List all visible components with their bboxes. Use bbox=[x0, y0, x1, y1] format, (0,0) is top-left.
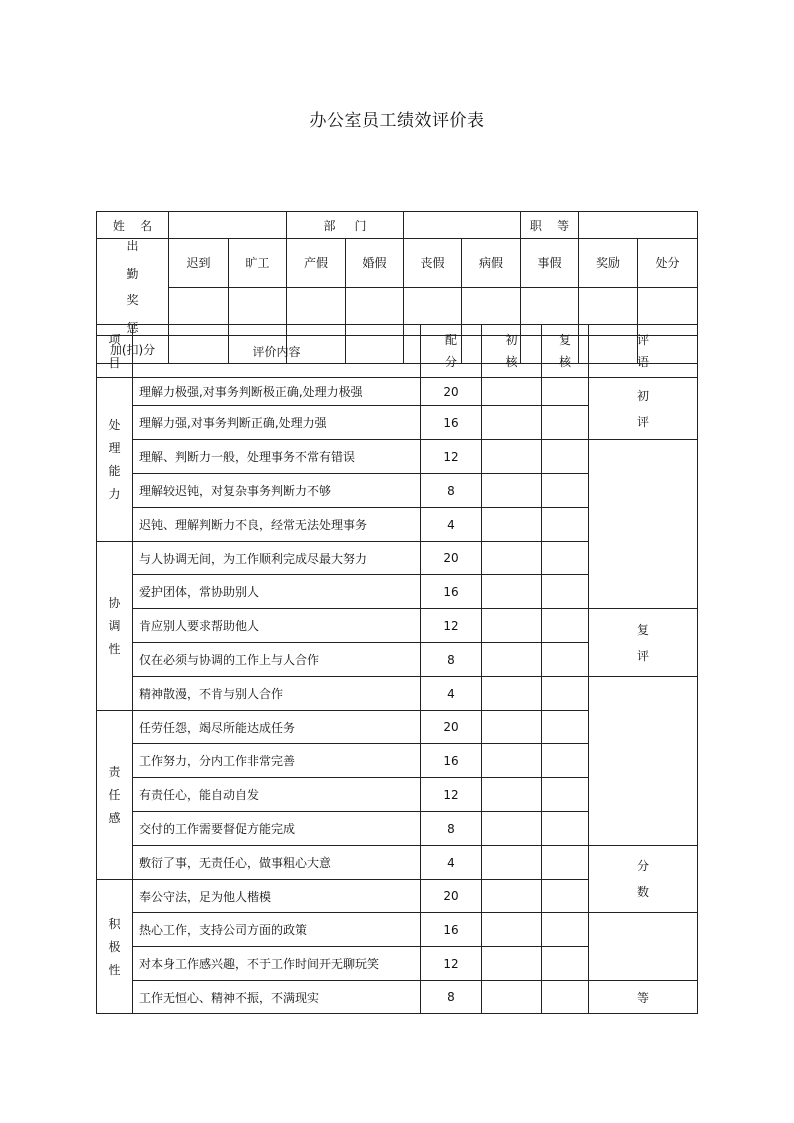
first-review-cell[interactable] bbox=[482, 677, 542, 711]
second-review-cell[interactable] bbox=[542, 575, 589, 609]
dept-field[interactable] bbox=[404, 212, 521, 239]
criterion-text: 与人协调无间，为工作顺利完成尽最大努力 bbox=[133, 542, 421, 575]
col-absent: 旷工 bbox=[229, 239, 287, 288]
criterion-score: 16 bbox=[421, 913, 482, 947]
first-review-cell[interactable] bbox=[482, 508, 542, 542]
col-reward: 奖励 bbox=[579, 239, 638, 288]
criterion-text: 工作无恒心、精神不振，不满现实 bbox=[133, 981, 421, 1014]
page-title: 办公室员工绩效评价表 bbox=[309, 111, 485, 131]
first-comment-area[interactable] bbox=[589, 440, 698, 609]
col-late: 迟到 bbox=[169, 239, 229, 288]
first-review-cell[interactable] bbox=[482, 378, 542, 406]
criterion-text: 精神散漫，不肯与别人合作 bbox=[133, 677, 421, 711]
col-sick: 病假 bbox=[462, 239, 521, 288]
adjust-label: 加(扣)分 bbox=[97, 336, 169, 364]
second-review-cell[interactable] bbox=[542, 440, 589, 474]
second-review-cell[interactable] bbox=[542, 778, 589, 812]
second-review-cell[interactable] bbox=[542, 913, 589, 947]
category-coordination: 协 调 性 bbox=[97, 542, 133, 711]
second-review-cell[interactable] bbox=[542, 677, 589, 711]
criterion-text: 理解较迟钝，对复杂事务判断力不够 bbox=[133, 474, 421, 508]
criterion-score: 20 bbox=[421, 542, 482, 575]
first-review-cell[interactable] bbox=[482, 406, 542, 440]
criterion-score: 12 bbox=[421, 440, 482, 474]
second-comment-area[interactable] bbox=[589, 677, 698, 846]
criterion-score: 8 bbox=[421, 643, 482, 677]
item-header: 项 目 bbox=[97, 325, 133, 378]
criterion-score: 16 bbox=[421, 744, 482, 778]
first-review-cell[interactable] bbox=[482, 711, 542, 744]
criterion-text: 仅在必须与协调的工作上与人合作 bbox=[133, 643, 421, 677]
first-review-cell[interactable] bbox=[482, 474, 542, 508]
second-review-header: 复 核 bbox=[542, 325, 589, 378]
criterion-text: 交付的工作需要督促方能完成 bbox=[133, 812, 421, 846]
first-review-cell[interactable] bbox=[482, 981, 542, 1014]
criterion-score: 16 bbox=[421, 575, 482, 609]
second-review-cell[interactable] bbox=[542, 812, 589, 846]
first-review-cell[interactable] bbox=[482, 947, 542, 981]
dept-label: 部 门 bbox=[287, 212, 404, 239]
criterion-score: 8 bbox=[421, 474, 482, 508]
col-personal: 事假 bbox=[521, 239, 579, 288]
second-review-cell[interactable] bbox=[542, 846, 589, 880]
criterion-score: 8 bbox=[421, 812, 482, 846]
criterion-text: 任劳任怨，竭尽所能达成任务 bbox=[133, 711, 421, 744]
second-review-cell[interactable] bbox=[542, 711, 589, 744]
name-label: 姓 名 bbox=[97, 212, 169, 239]
criterion-score: 8 bbox=[421, 981, 482, 1014]
criterion-text: 爱护团体，常协助别人 bbox=[133, 575, 421, 609]
criterion-text: 奉公守法，足为他人楷模 bbox=[133, 880, 421, 913]
criterion-score: 20 bbox=[421, 880, 482, 913]
criterion-score: 4 bbox=[421, 677, 482, 711]
first-review-cell[interactable] bbox=[482, 744, 542, 778]
second-review-cell[interactable] bbox=[542, 378, 589, 406]
criterion-score: 16 bbox=[421, 406, 482, 440]
criterion-score: 20 bbox=[421, 711, 482, 744]
comment-header: 评 语 bbox=[589, 325, 698, 378]
first-review-cell[interactable] bbox=[482, 575, 542, 609]
criterion-score: 12 bbox=[421, 609, 482, 643]
criterion-score: 4 bbox=[421, 508, 482, 542]
criterion-score: 12 bbox=[421, 947, 482, 981]
category-processing: 处 理 能 力 bbox=[97, 378, 133, 542]
criterion-text: 对本身工作感兴趣，不于工作时间开无聊玩笑 bbox=[133, 947, 421, 981]
first-review-cell[interactable] bbox=[482, 812, 542, 846]
rank-label: 职 等 bbox=[521, 212, 579, 239]
score-area[interactable] bbox=[589, 913, 698, 981]
second-review-cell[interactable] bbox=[542, 609, 589, 643]
first-review-cell[interactable] bbox=[482, 609, 542, 643]
second-review-cell[interactable] bbox=[542, 880, 589, 913]
criterion-score: 12 bbox=[421, 778, 482, 812]
second-review-cell[interactable] bbox=[542, 947, 589, 981]
criterion-text: 理解力极强,对事务判断极正确,处理力极强 bbox=[133, 378, 421, 406]
evaluation-table bbox=[96, 324, 698, 1014]
first-comment-label: 初 评 bbox=[589, 378, 698, 440]
second-review-cell[interactable] bbox=[542, 474, 589, 508]
col-bereavement: 丧假 bbox=[404, 239, 462, 288]
first-review-header: 初 核 bbox=[482, 325, 542, 378]
criterion-score: 20 bbox=[421, 378, 482, 406]
grade-label: 等 bbox=[589, 981, 698, 1014]
name-field[interactable] bbox=[169, 212, 287, 239]
criterion-text: 工作努力，分内工作非常完善 bbox=[133, 744, 421, 778]
first-review-cell[interactable] bbox=[482, 913, 542, 947]
first-review-cell[interactable] bbox=[482, 778, 542, 812]
col-marriage: 婚假 bbox=[346, 239, 404, 288]
content-header: 评价内容 bbox=[133, 325, 421, 378]
second-review-cell[interactable] bbox=[542, 981, 589, 1014]
criterion-text: 有责任心，能自动自发 bbox=[133, 778, 421, 812]
rank-field[interactable] bbox=[579, 212, 698, 239]
category-responsibility: 责 任 感 bbox=[97, 711, 133, 880]
criterion-text: 敷衍了事，无责任心，做事粗心大意 bbox=[133, 846, 421, 880]
second-review-cell[interactable] bbox=[542, 508, 589, 542]
first-review-cell[interactable] bbox=[482, 880, 542, 913]
second-review-cell[interactable] bbox=[542, 643, 589, 677]
criterion-text: 理解、判断力一般，处理事务不常有错误 bbox=[133, 440, 421, 474]
score-header: 配 分 bbox=[421, 325, 482, 378]
first-review-cell[interactable] bbox=[482, 846, 542, 880]
second-review-cell[interactable] bbox=[542, 406, 589, 440]
criterion-text: 肯应别人要求帮助他人 bbox=[133, 609, 421, 643]
category-initiative: 积 极 性 bbox=[97, 880, 133, 1014]
second-review-cell[interactable] bbox=[542, 542, 589, 575]
attendance-reward-label: 出 勤 奖 惩 bbox=[97, 239, 169, 336]
criterion-text: 迟钝、理解判断力不良，经常无法处理事务 bbox=[133, 508, 421, 542]
score-label: 分 数 bbox=[589, 846, 698, 913]
first-review-cell[interactable] bbox=[482, 542, 542, 575]
criterion-score: 4 bbox=[421, 846, 482, 880]
first-review-cell[interactable] bbox=[482, 440, 542, 474]
col-maternity: 产假 bbox=[287, 239, 346, 288]
second-review-cell[interactable] bbox=[542, 744, 589, 778]
criterion-text: 理解力强,对事务判断正确,处理力强 bbox=[133, 406, 421, 440]
second-comment-label: 复 评 bbox=[589, 609, 698, 677]
first-review-cell[interactable] bbox=[482, 643, 542, 677]
col-penalty: 处分 bbox=[638, 239, 698, 288]
criterion-text: 热心工作，支持公司方面的政策 bbox=[133, 913, 421, 947]
